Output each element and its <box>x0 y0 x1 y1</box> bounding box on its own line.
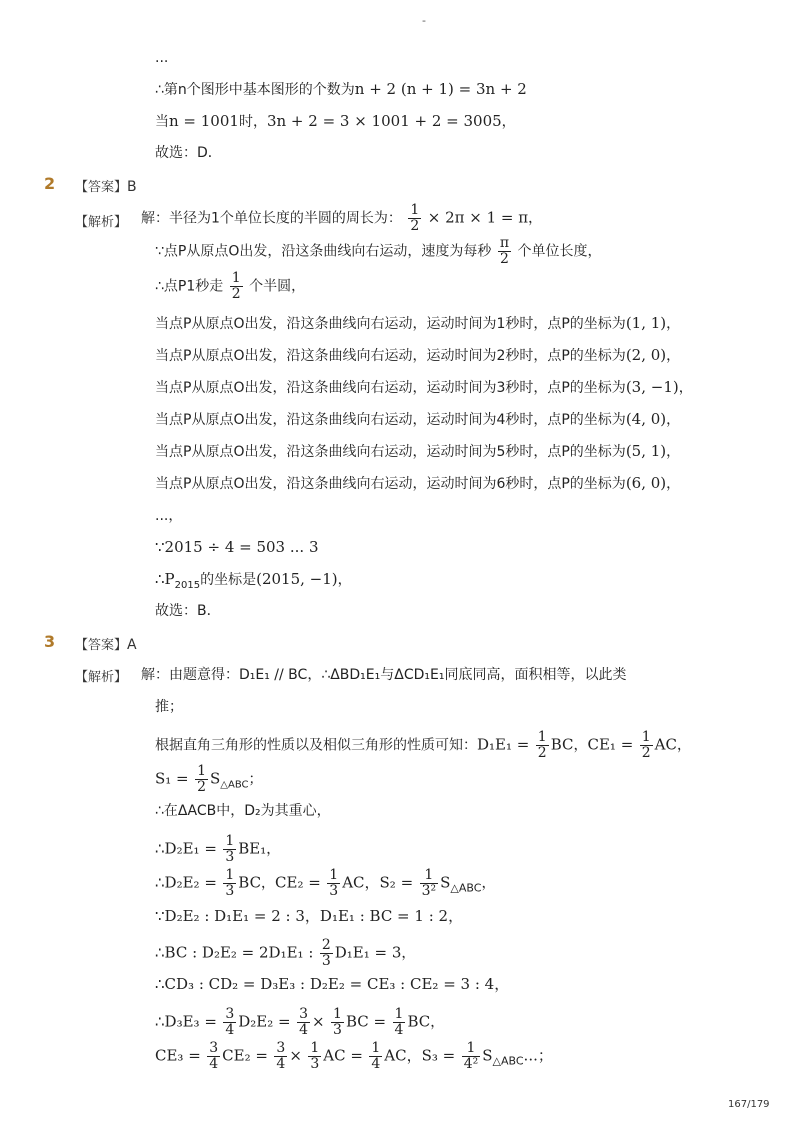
q2-answer-row <box>75 176 137 195</box>
q3-answer-row <box>75 634 137 653</box>
q3-line-10-frac-b: $\frac{3}{4}$ <box>299 1006 308 1038</box>
q3-line-10-frac-a: $\frac{3}{4}$ <box>225 1006 235 1038</box>
q1-dots: ... <box>155 50 169 66</box>
q2-line-1-frac: $\frac{1}{2}$ <box>410 202 420 234</box>
q3-line-5-math-b: BE₁ <box>238 839 267 858</box>
q3-line-6-end: ， <box>481 875 496 892</box>
q3-line-1: 解：由题意得：D₁E₁ // BC，∴ΔBD₁E₁与ΔCD₁E₁同底同高，面积相等，以此类 <box>141 667 627 683</box>
q3-line-2-math-c: CE₁ = <box>587 735 634 754</box>
q3-line-8-math-a: ∴BC : D₂E₂ = 2D₁E₁ : <box>155 943 314 962</box>
q2-line-2-end: 个单位长度， <box>517 243 602 260</box>
page-number: 167/179 <box>728 1099 770 1110</box>
q3-line-2-frac-a: $\frac{1}{2}$ <box>537 729 547 761</box>
q3-line-10-math-b: D₂E₂ = <box>238 1012 291 1031</box>
q3-line-2 <box>155 730 691 761</box>
q3-line-5 <box>155 834 280 865</box>
q3-line-11-math-e: AC <box>384 1046 407 1065</box>
q2-choice: 故选：B． <box>155 603 221 619</box>
q1-choice: 故选：D． <box>155 145 222 161</box>
q3-line-10-math-a: ∴D₃E₃ = <box>155 1012 217 1031</box>
q3-line-11-frac-d: $\frac{1}{4}$ <box>371 1040 381 1072</box>
q3-line-3-sub: △ABC <box>220 779 249 791</box>
q2-line-3-frac: $\frac{1}{2}$ <box>231 270 241 302</box>
q2-p-sub: 2015 <box>174 579 201 591</box>
q3-line-3-frac: $\frac{1}{2}$ <box>197 763 207 795</box>
q3-line-10 <box>155 1007 444 1038</box>
q2-p2015-line <box>155 569 352 596</box>
q3-line-2-mid: ， <box>573 737 588 754</box>
q3-line-11-math-g: S <box>482 1046 493 1065</box>
q3-line-6 <box>155 868 495 899</box>
q2-move-4: 当点P从原点O出发，沿这条曲线向右运动，运动时间为4秒时，点P的坐标为(4, 0)， <box>155 410 681 428</box>
q3-line-8-end: ， <box>401 945 416 962</box>
q2-division: ∵2015 ÷ 4 = 503 ... 3 <box>155 538 319 556</box>
q3-number: 3 <box>44 632 56 651</box>
q3-line-5-math-a: ∴D₂E₁ = <box>155 839 217 858</box>
q3-line-11 <box>155 1041 553 1072</box>
q3-line-11-math-c: × <box>289 1046 302 1065</box>
q3-line-11-frac-a: $\frac{3}{4}$ <box>209 1040 219 1072</box>
q3-line-2-text: 根据直角三角形的性质以及相似三角形的性质可知： <box>155 737 477 754</box>
q3-line-2-frac-b: $\frac{1}{2}$ <box>641 729 651 761</box>
q2-line-1 <box>141 203 542 234</box>
q2-analysis-tag: 【解析】 <box>75 215 128 230</box>
q2-p-coord: (2015, −1) <box>256 570 338 588</box>
q2-line-2-text: ∵点P从原点O出发，沿这条曲线向右运动，速度为每秒 <box>155 243 492 260</box>
q2-line-1-text: 解：半径为1个单位长度的半圆的周长为： <box>141 210 402 227</box>
q2-move-6: 当点P从原点O出发，沿这条曲线向右运动，运动时间为6秒时，点P的坐标为(6, 0)， <box>155 474 681 492</box>
q3-line-6-frac-c: $\frac{1}{\text{3²}}$ <box>421 867 437 899</box>
q3-line-6-math-d: AC <box>342 873 365 892</box>
q3-line-2-math-d: AC <box>654 735 677 754</box>
q3-line-7: ∵D₂E₂ : D₁E₁ = 2 : 3，D₁E₁ : BC = 1 : 2， <box>155 907 464 925</box>
q3-line-3-end: ； <box>248 771 263 788</box>
q2-p-end: ， <box>337 572 352 588</box>
q3-line-10-frac-d: $\frac{1}{4}$ <box>394 1006 404 1038</box>
q3-line-10-math-d: BC = <box>345 1012 387 1031</box>
q3-line-10-frac-c: $\frac{1}{3}$ <box>333 1006 342 1038</box>
q3-line-6-mid: ， <box>261 875 276 892</box>
q3-line-9: ∴CD₃ : CD₂ = D₃E₃ : D₂E₂ = CE₃ : CE₂ = 3 : 4， <box>155 975 510 993</box>
q3-line-6-math-a: ∴D₂E₂ = <box>155 873 217 892</box>
q3-line-6-math-f: S <box>440 873 451 892</box>
q3-line-10-math-e: BC <box>407 1012 431 1031</box>
q3-line-10-math-c: × <box>311 1012 325 1031</box>
q3-line-2-math-a: D₁E₁ = <box>477 735 530 754</box>
q3-line-8-math-b: D₁E₁ = 3 <box>334 943 402 962</box>
q3-line-11-frac-b: $\frac{3}{4}$ <box>276 1040 286 1072</box>
q2-line-3-end: 个半圆， <box>249 278 306 295</box>
q2-line-3-text: ∴点P1秒走 <box>155 278 224 295</box>
q2-line-1-end: ， <box>528 210 543 227</box>
page-header-mark: - <box>422 14 426 27</box>
q3-analysis-tag: 【解析】 <box>75 670 128 685</box>
q3-line-10-end: ， <box>430 1014 445 1031</box>
q1-line-1 <box>155 79 527 100</box>
q1-line-1-math: n + 2 (n + 1) = 3n + 2 <box>354 80 527 98</box>
q1-line-2-text-b: 时， <box>238 114 267 130</box>
q3-line-4: ∴在ΔACB中，D₂为其重心， <box>155 803 331 819</box>
q1-line-2-math-a: n = 1001 <box>169 112 239 130</box>
q3-line-6-math-b: BC <box>238 873 262 892</box>
q1-line-2-math-b: 3n + 2 = 3 × 1001 + 2 = 3005 <box>266 112 502 130</box>
q3-line-6-frac-a: $\frac{1}{3}$ <box>225 867 235 899</box>
q2-p-label: ∴P <box>155 570 175 588</box>
q3-line-8 <box>155 938 415 969</box>
q2-line-2 <box>155 236 601 267</box>
q3-line-11-sub: △ABC <box>492 1054 524 1068</box>
q3-answer-tag: 【答案】 <box>75 638 128 653</box>
q3-line-11-frac-c: $\frac{1}{3}$ <box>310 1040 320 1072</box>
q2-line-1-math: × 2π × 1 = π <box>427 208 529 227</box>
q3-line-11-end: ...； <box>523 1046 553 1065</box>
q2-line-2-frac: $\frac{\pi}{2}$ <box>499 235 510 267</box>
q3-line-11-frac-e: $\frac{1}{\text{4²}}$ <box>463 1040 479 1072</box>
q3-line-1b: 推； <box>155 699 183 715</box>
q2-move-1: 当点P从原点O出发，沿这条曲线向右运动，运动时间为1秒时，点P的坐标为(1, 1)， <box>155 314 681 332</box>
q3-line-2-end: ， <box>676 737 691 754</box>
q3-line-11-math-f: ，S₃ = <box>406 1046 456 1065</box>
q2-line-3 <box>155 271 305 302</box>
q2-answer: B <box>127 179 137 195</box>
q3-line-11-math-b: CE₂ = <box>222 1046 268 1065</box>
q2-dots: ...， <box>155 508 183 524</box>
q3-line-3 <box>155 764 263 795</box>
q3-answer: A <box>127 637 137 653</box>
q1-line-2-text-c: ， <box>501 114 516 130</box>
q3-line-2-math-b: BC <box>550 735 574 754</box>
q2-move-2: 当点P从原点O出发，沿这条曲线向右运动，运动时间为2秒时，点P的坐标为(2, 0)， <box>155 346 681 364</box>
q2-number: 2 <box>44 174 56 193</box>
q2-move-5: 当点P从原点O出发，沿这条曲线向右运动，运动时间为5秒时，点P的坐标为(5, 1)， <box>155 442 681 460</box>
q3-line-5-frac: $\frac{1}{3}$ <box>225 833 235 865</box>
q3-line-8-frac: $\frac{2}{3}$ <box>321 937 331 969</box>
q3-line-6-math-e: ，S₂ = <box>364 873 414 892</box>
q3-line-11-math-a: CE₃ = <box>155 1046 201 1065</box>
q2-p-text: 的坐标是 <box>200 572 257 588</box>
q1-line-2-text-a: 当 <box>155 114 169 130</box>
q3-line-11-math-d: AC = <box>323 1046 363 1065</box>
q3-line-6-sub: △ABC <box>450 881 482 895</box>
q1-line-1-text: ∴第n个图形中基本图形的个数为 <box>155 82 355 98</box>
q3-line-5-end: ， <box>266 841 281 858</box>
q3-line-3-math-b: S <box>210 769 221 788</box>
q3-line-3-math-a: S₁ = <box>155 769 189 788</box>
q1-line-2 <box>155 111 516 132</box>
q2-answer-tag: 【答案】 <box>75 180 128 195</box>
q2-move-3: 当点P从原点O出发，沿这条曲线向右运动，运动时间为3秒时，点P的坐标为(3, −1)， <box>155 378 693 396</box>
q3-line-6-math-c: CE₂ = <box>275 873 321 892</box>
q3-line-6-frac-b: $\frac{1}{3}$ <box>329 867 339 899</box>
